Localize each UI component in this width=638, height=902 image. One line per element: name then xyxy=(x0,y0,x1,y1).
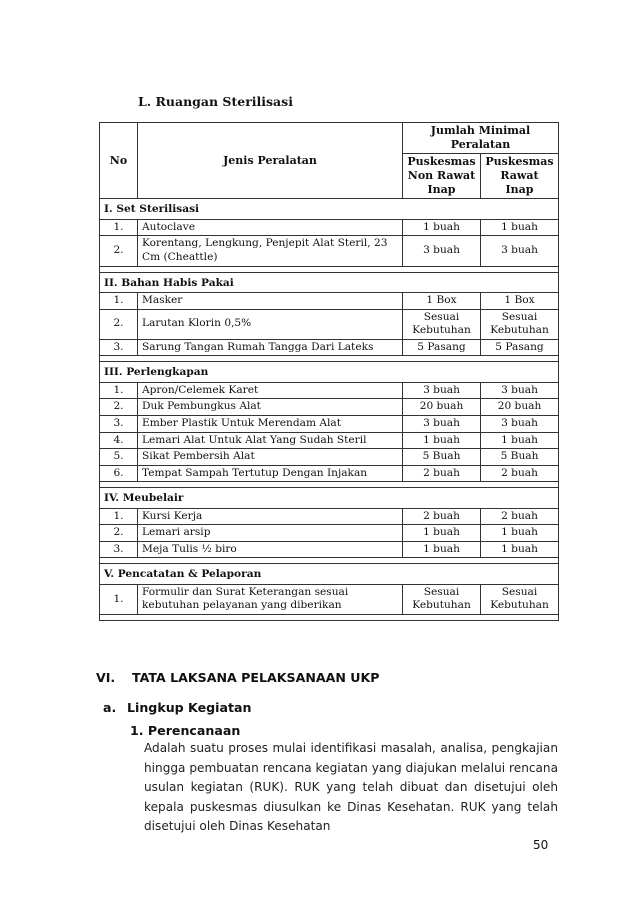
qty-non-rawat-inap: 3 buah xyxy=(403,382,481,399)
qty-rawat-inap: 5 Pasang xyxy=(481,339,559,356)
chapter-heading xyxy=(96,670,380,685)
equipment-name: Kursi Kerja xyxy=(138,508,403,525)
group-row xyxy=(100,564,559,585)
spacer-row xyxy=(100,614,559,620)
row-number: 2. xyxy=(100,399,138,416)
table-row xyxy=(100,236,559,266)
qty-rawat-inap: 3 buah xyxy=(481,236,559,266)
table-row xyxy=(100,508,559,525)
group-title: V. Pencatatan & Pelaporan xyxy=(100,564,559,585)
table-row xyxy=(100,541,559,558)
qty-rawat-inap: 20 buah xyxy=(481,399,559,416)
chapter-title: TATA LAKSANA PELAKSANAAN UKP xyxy=(132,670,380,685)
row-number: 1. xyxy=(100,584,138,614)
header-rawat-inap: Puskesmas Rawat Inap xyxy=(481,154,559,199)
header-jumlah-minimal: Jumlah Minimal Peralatan xyxy=(403,123,559,154)
qty-non-rawat-inap: 20 buah xyxy=(403,399,481,416)
table-row xyxy=(100,399,559,416)
equipment-name: Formulir dan Surat Keterangan sesuai kebutuhan pelayanan yang diberikan xyxy=(138,584,403,614)
equipment-name: Sikat Pembersih Alat xyxy=(138,449,403,466)
equipment-name: Korentang, Lengkung, Penjepit Alat Steril, 23 Cm (Cheattle) xyxy=(138,236,403,266)
qty-non-rawat-inap: 2 buah xyxy=(403,465,481,482)
table-row xyxy=(100,309,559,339)
equipment-name: Tempat Sampah Tertutup Dengan Injakan xyxy=(138,465,403,482)
qty-non-rawat-inap: 3 buah xyxy=(403,236,481,266)
equipment-name: Apron/Celemek Karet xyxy=(138,382,403,399)
group-title: I. Set Sterilisasi xyxy=(100,199,559,220)
table-row xyxy=(100,465,559,482)
group-title: II. Bahan Habis Pakai xyxy=(100,272,559,293)
table-row xyxy=(100,382,559,399)
qty-rawat-inap: 3 buah xyxy=(481,382,559,399)
qty-rawat-inap: 5 Buah xyxy=(481,449,559,466)
spacer-cell xyxy=(100,614,559,620)
qty-non-rawat-inap: 1 buah xyxy=(403,432,481,449)
qty-rawat-inap: 1 buah xyxy=(481,525,559,542)
equipment-name: Autoclave xyxy=(138,219,403,236)
table-row xyxy=(100,339,559,356)
qty-rawat-inap: 2 buah xyxy=(481,508,559,525)
group-row xyxy=(100,272,559,293)
equipment-name: Lemari Alat Untuk Alat Yang Sudah Steril xyxy=(138,432,403,449)
equipment-name: Duk Pembungkus Alat xyxy=(138,399,403,416)
body-paragraph: Adalah suatu proses mulai identifikasi masalah, analisa, pengkajian hingga pembuatan rencana kegiatan yang diajukan melalui rencana usulan kegiatan (RUK). RUK yang telah dibuat dan disetujui oleh kepala puskesmas diusulkan ke Dinas Kesehatan. RUK yang telah disetujui oleh Dinas Kesehatan xyxy=(144,741,558,834)
table-row xyxy=(100,525,559,542)
subheading: 1. Perencanaan xyxy=(130,723,241,738)
table-row xyxy=(100,584,559,614)
row-number: 2. xyxy=(100,309,138,339)
equipment-name: Ember Plastik Untuk Merendam Alat xyxy=(138,415,403,432)
qty-non-rawat-inap: 3 buah xyxy=(403,415,481,432)
qty-rawat-inap: 1 buah xyxy=(481,219,559,236)
group-row xyxy=(100,488,559,509)
subsection-heading xyxy=(103,700,251,715)
qty-non-rawat-inap: 1 buah xyxy=(403,525,481,542)
qty-rawat-inap: 2 buah xyxy=(481,465,559,482)
qty-rawat-inap: 1 Box xyxy=(481,293,559,310)
section-title: L. Ruangan Sterilisasi xyxy=(138,94,293,109)
group-row xyxy=(100,199,559,220)
header-jenis-peralatan: Jenis Peralatan xyxy=(138,123,403,199)
qty-non-rawat-inap: Sesuai Kebutuhan xyxy=(403,584,481,614)
qty-non-rawat-inap: 1 buah xyxy=(403,219,481,236)
equipment-name: Larutan Klorin 0,5% xyxy=(138,309,403,339)
table-row xyxy=(100,219,559,236)
row-number: 1. xyxy=(100,382,138,399)
qty-rawat-inap: 3 buah xyxy=(481,415,559,432)
qty-non-rawat-inap: 5 Buah xyxy=(403,449,481,466)
table-body xyxy=(100,199,559,621)
row-number: 3. xyxy=(100,541,138,558)
row-number: 3. xyxy=(100,339,138,356)
subsection-number: a. xyxy=(103,700,117,715)
row-number: 4. xyxy=(100,432,138,449)
subsection-title: Lingkup Kegiatan xyxy=(127,700,252,715)
equipment-name: Meja Tulis ½ biro xyxy=(138,541,403,558)
qty-rawat-inap: 1 buah xyxy=(481,432,559,449)
chapter-number: VI. xyxy=(96,670,116,685)
row-number: 1. xyxy=(100,293,138,310)
group-title: IV. Meubelair xyxy=(100,488,559,509)
equipment-name: Sarung Tangan Rumah Tangga Dari Lateks xyxy=(138,339,403,356)
header-no: No xyxy=(100,123,138,199)
table-row xyxy=(100,293,559,310)
qty-non-rawat-inap: 1 buah xyxy=(403,541,481,558)
row-number: 3. xyxy=(100,415,138,432)
group-title: III. Perlengkapan xyxy=(100,362,559,383)
qty-non-rawat-inap: 5 Pasang xyxy=(403,339,481,356)
row-number: 1. xyxy=(100,219,138,236)
row-number: 2. xyxy=(100,525,138,542)
row-number: 2. xyxy=(100,236,138,266)
table-row xyxy=(100,449,559,466)
header-non-rawat-inap: Puskesmas Non Rawat Inap xyxy=(403,154,481,199)
qty-rawat-inap: 1 buah xyxy=(481,541,559,558)
group-row xyxy=(100,362,559,383)
qty-non-rawat-inap: 2 buah xyxy=(403,508,481,525)
row-number: 1. xyxy=(100,508,138,525)
equipment-name: Lemari arsip xyxy=(138,525,403,542)
qty-rawat-inap: Sesuai Kebutuhan xyxy=(481,309,559,339)
qty-non-rawat-inap: Sesuai Kebutuhan xyxy=(403,309,481,339)
equipment-name: Masker xyxy=(138,293,403,310)
qty-non-rawat-inap: 1 Box xyxy=(403,293,481,310)
row-number: 6. xyxy=(100,465,138,482)
row-number: 5. xyxy=(100,449,138,466)
table-row xyxy=(100,432,559,449)
qty-rawat-inap: Sesuai Kebutuhan xyxy=(481,584,559,614)
page-number: 50 xyxy=(533,838,549,852)
table-row xyxy=(100,415,559,432)
equipment-table xyxy=(99,122,559,621)
